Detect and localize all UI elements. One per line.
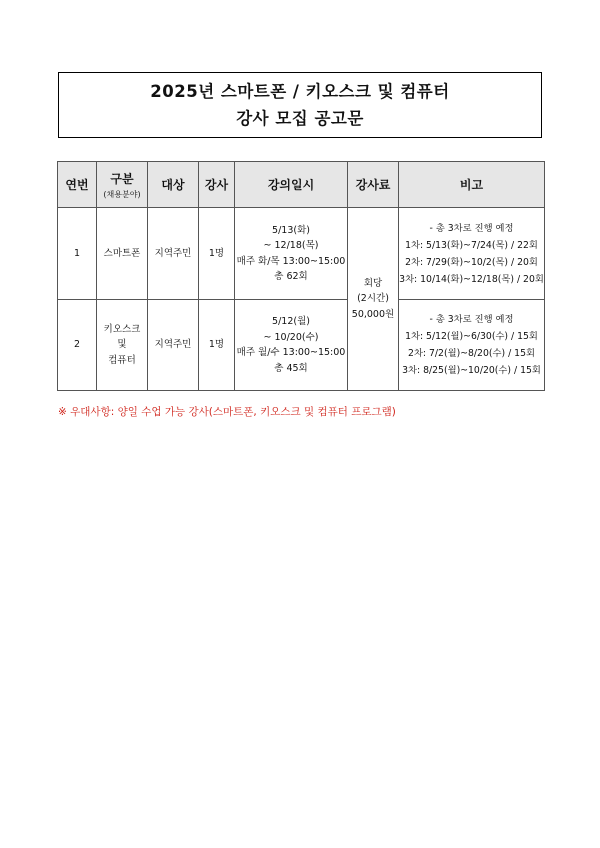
- row-schedule: [235, 208, 348, 300]
- note-line: 2차: 7/29(화)~10/2(목) / 20회: [405, 256, 538, 268]
- note-line: 2차: 7/2(월)~8/20(수) / 15회: [408, 348, 535, 359]
- row-no: 1: [58, 208, 97, 300]
- schedule-line: 매주 화/목 13:00~15:00: [236, 255, 346, 267]
- title-line-1: 2025년 스마트폰 / 키오스크 및 컴퓨터: [150, 82, 450, 101]
- table-row: [58, 300, 545, 391]
- fee-cell: [348, 208, 399, 391]
- table-header-row: [58, 162, 545, 208]
- table-row: [58, 208, 545, 300]
- category-line: 스마트폰: [103, 247, 141, 259]
- fee-line: (2시간): [357, 293, 389, 305]
- schedule-line: 총 62회: [274, 271, 308, 282]
- row-schedule: [235, 300, 348, 391]
- fee-line: 회당: [363, 277, 383, 289]
- row-instructors: 1명: [199, 300, 235, 391]
- note-line: 1차: 5/12(월)~6/30(수) / 15회: [405, 331, 538, 342]
- schedule-line: ~ 12/18(목): [263, 240, 319, 251]
- note-line: 3차: 8/25(월)~10/20(수) / 15회: [402, 365, 541, 376]
- row-category: [97, 300, 148, 391]
- row-notes: [399, 300, 545, 391]
- fee-line: 50,000원: [351, 308, 395, 320]
- schedule-line: ~ 10/20(수): [263, 331, 319, 343]
- preference-footnote: ※ 우대사항: 양일 수업 가능 강사(스마트폰, 키오스크 및 컴퓨터 프로그램): [58, 406, 396, 418]
- row-no: 2: [58, 300, 97, 391]
- note-line: 3차: 10/14(화)~12/18(목) / 20회: [399, 273, 544, 285]
- header-fee: 강사료: [348, 162, 399, 208]
- category-line: 키오스크: [103, 323, 141, 335]
- header-instructor: 강사: [199, 162, 235, 208]
- row-instructors: 1명: [199, 208, 235, 300]
- note-line: - 총 3차로 진행 예정: [429, 314, 514, 325]
- row-target: 지역주민: [148, 208, 199, 300]
- note-line: 1차: 5/13(화)~7/24(목) / 22회: [405, 239, 538, 251]
- header-category-label: 구분: [110, 171, 134, 186]
- header-schedule: 강의일시: [235, 162, 348, 208]
- row-target: 지역주민: [148, 300, 199, 391]
- note-line: - 총 3차로 진행 예정: [429, 222, 514, 234]
- header-category-sub: (채용분야): [103, 189, 141, 199]
- header-no: 연번: [58, 162, 97, 208]
- header-target: 대상: [148, 162, 199, 208]
- title-box: [58, 72, 542, 138]
- recruitment-table: [57, 161, 545, 391]
- schedule-line: 5/13(화): [272, 224, 310, 236]
- schedule-line: 매주 월/수 13:00~15:00: [236, 347, 346, 358]
- header-note: 비고: [399, 162, 545, 208]
- schedule-line: 총 45회: [274, 362, 308, 374]
- schedule-line: 5/12(월): [272, 316, 310, 327]
- row-category: [97, 208, 148, 300]
- category-line: 및: [117, 339, 127, 351]
- row-notes: [399, 208, 545, 300]
- category-line: 컴퓨터: [108, 354, 136, 366]
- header-category: [97, 162, 148, 208]
- title-line-2: 강사 모집 공고문: [236, 109, 364, 128]
